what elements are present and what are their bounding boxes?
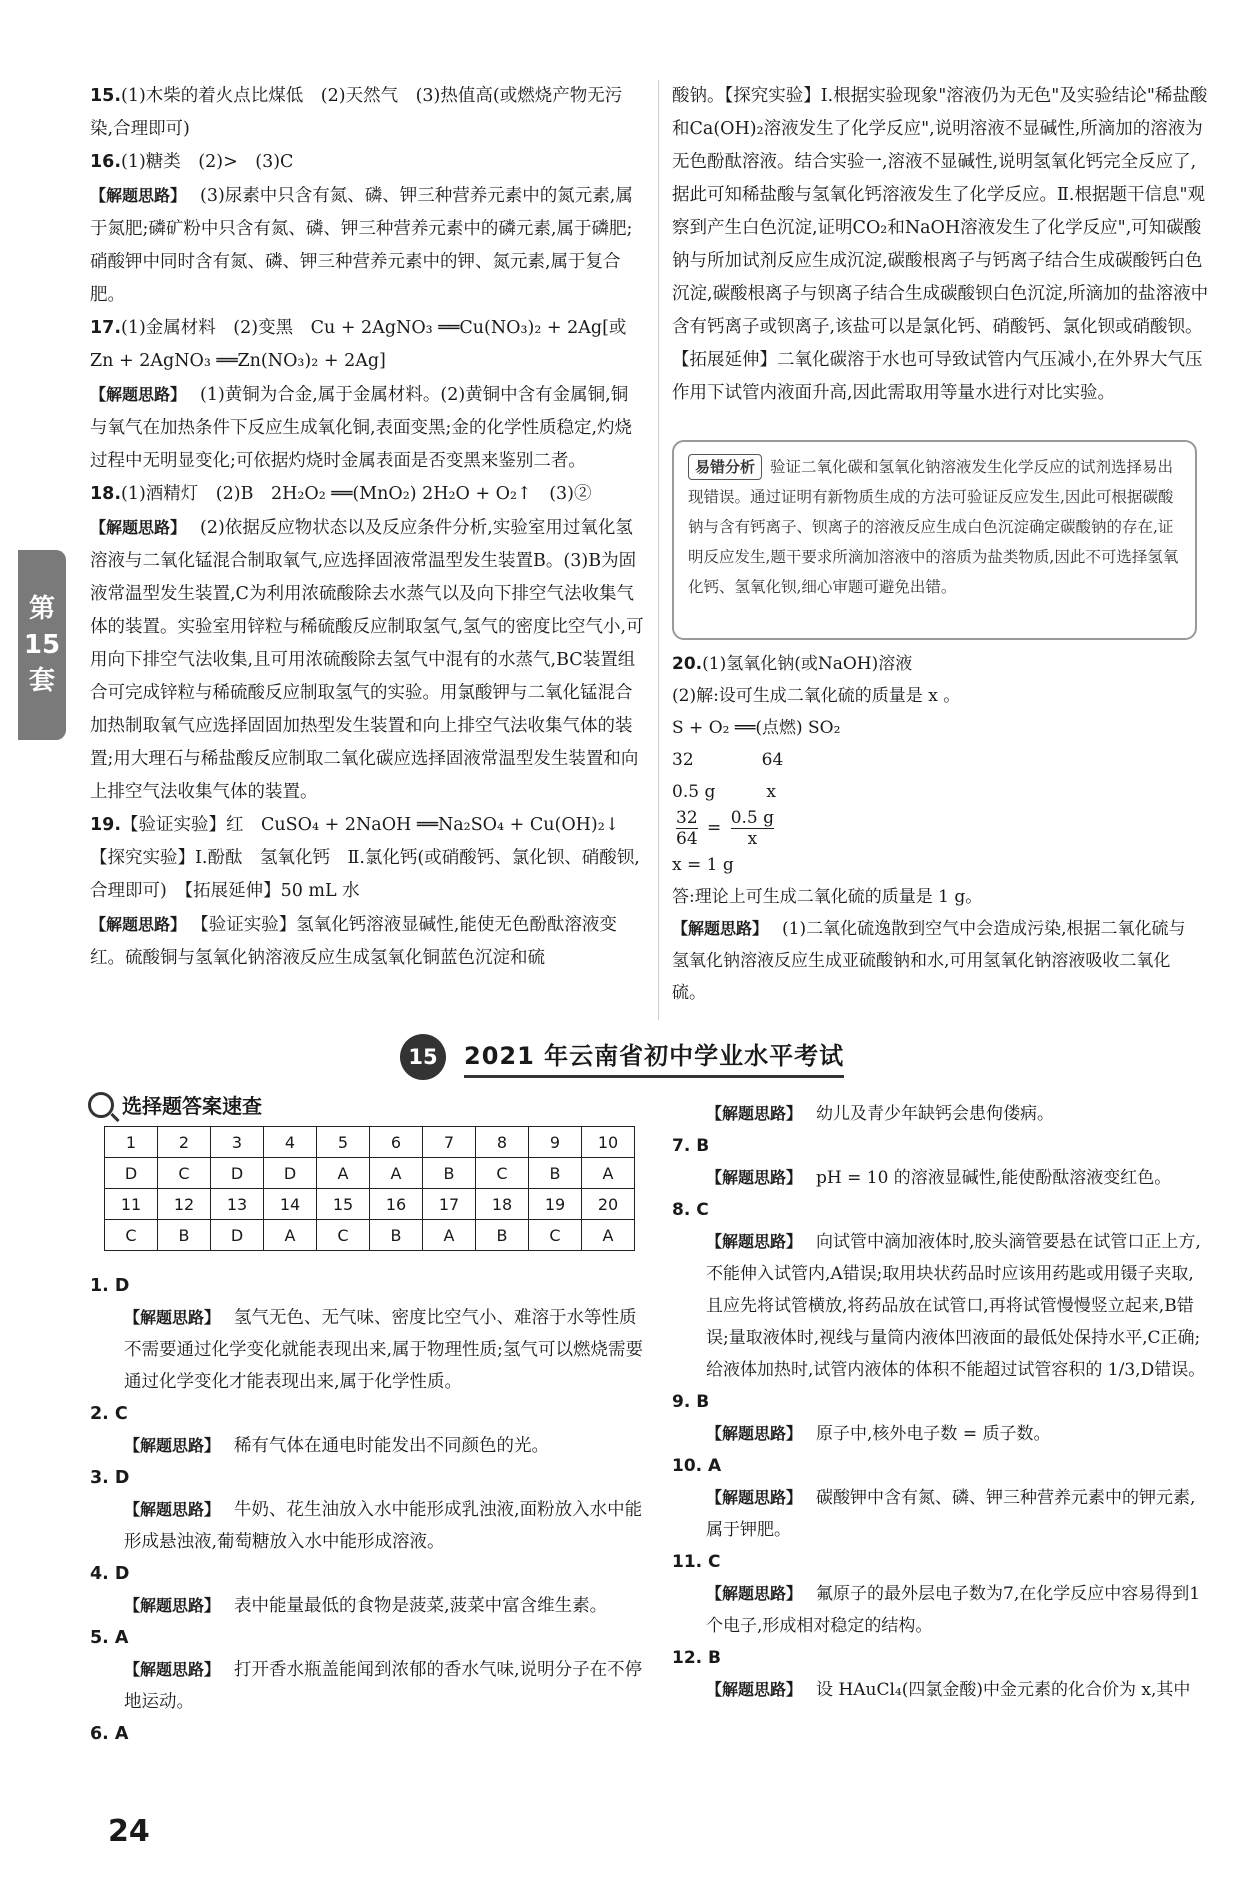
answer-table-row (105, 1220, 635, 1251)
left-column-top (90, 80, 645, 975)
solution-note: 【解题思路】 碳酸钾中含有氮、磷、钾三种营养元素中的钾元素,属于钾肥。 (706, 1488, 1196, 1540)
answer-cell: B (529, 1158, 582, 1189)
question-number-cell: 1 (105, 1127, 158, 1158)
right-column-bottom (672, 1098, 1207, 1706)
answer-item: 2. C (90, 1404, 128, 1424)
q20-part2: (2)解:设可生成二氧化硫的质量是 x 。 (672, 686, 961, 706)
error-analysis-box (672, 440, 1197, 640)
answer-item: 8. C (672, 1200, 709, 1220)
answer-cell: B (423, 1158, 476, 1189)
answer-check-heading: 选择题答案速查 (88, 1090, 262, 1119)
question-number-cell: 3 (211, 1127, 264, 1158)
solution-note: 【解题思路】 【验证实验】氢氧化钙溶液显碱性,能使无色酚酞溶液变红。硫酸铜与氢氧化钠溶液反应生成氢氧化铜蓝色沉淀和硫 (90, 915, 617, 968)
question-number-cell: 6 (370, 1127, 423, 1158)
answer-table (104, 1126, 635, 1251)
question-number-cell: 20 (582, 1189, 635, 1220)
answer-cell: C (158, 1158, 211, 1189)
question-number-cell: 19 (529, 1189, 582, 1220)
answer-table-row (105, 1189, 635, 1220)
question-number-cell: 18 (476, 1189, 529, 1220)
section-badge: 15 (400, 1034, 446, 1080)
q20-part1: (1)氢氧化钠(或NaOH)溶液 (702, 654, 913, 674)
q20-mass-given: 0.5 g x (672, 782, 776, 802)
solution-note: 【解题思路】 向试管中滴加液体时,胶头滴管要悬在试管口正上方,不能伸入试管内,A错误;取用块状药品时应该用药匙或用镊子夹取,且应先将试管横放,将药品放在试管口,再将试管慢慢竖立起来,B错误;量取液体时,视线与量筒内液体凹液面的最低处保持水平,C正确;给液体加热时,试管内液体的体积不能超过试管容积的 1/3,D错误。 (706, 1232, 1206, 1380)
answer-item: 16.(1)糖类 (2)> (3)C (90, 152, 294, 172)
answer-item: 1. D (90, 1276, 130, 1296)
answer-cell: A (582, 1220, 635, 1251)
q20-mass-ratio: 32 64 (672, 750, 784, 770)
solution-note: 【解题思路】 氢气无色、无气味、密度比空气小、难溶于水等性质不需要通过化学变化就能表现出来,属于物理性质;氢气可以燃烧需要通过化学变化才能表现出来,属于化学性质。 (124, 1308, 643, 1392)
solution-note: 【解题思路】 牛奶、花生油放入水中能形成乳浊液,面粉放入水中能形成悬浊液,葡萄糖放入水中能形成溶液。 (124, 1500, 643, 1552)
answer-cell: A (264, 1220, 317, 1251)
side-tab-char: 第 (28, 594, 55, 624)
answer-item: 10. A (672, 1456, 722, 1476)
solution-note: 【解题思路】 氟原子的最外层电子数为7,在化学反应中容易得到1个电子,形成相对稳定的结构。 (706, 1584, 1201, 1636)
answer-cell: A (582, 1158, 635, 1189)
q20-result: x = 1 g (672, 855, 734, 875)
question-number: 20. (672, 654, 703, 674)
answer-item: 3. D (90, 1468, 130, 1488)
solution-note: 【解题思路】 设 HAuCl₄(四氯金酸)中金元素的化合价为 x,其中 (706, 1680, 1191, 1700)
question-number-cell: 7 (423, 1127, 476, 1158)
error-analysis-text: 验证二氧化碳和氢氧化钠溶液发生化学反应的试剂选择易出现错误。通过证明有新物质生成的方法可验证反应发生,因此可根据碳酸钠与含有钙离子、钡离子的溶液反应生成白色沉淀确定碳酸钠的存在,证明反应发生,题干要求所滴加溶液中的溶质为盐类物质,因此不可选择氢氧化钙、氢氧化钡,细心审题可避免出错。 (688, 458, 1179, 596)
answer-cell: C (529, 1220, 582, 1251)
answer-cell: D (211, 1158, 264, 1189)
question-number-cell: 12 (158, 1189, 211, 1220)
answer-item: 15.(1)木柴的着火点比煤低 (2)天然气 (3)热值高(或燃烧产物无污染,合理即可) (90, 86, 623, 139)
solution-note: 【解题思路】 原子中,核外电子数 = 质子数。 (706, 1424, 1051, 1444)
answer-table-row (105, 1127, 635, 1158)
answer-item: 19.【验证实验】红 CuSO₄ + 2NaOH ══Na₂SO₄ + Cu(OH)₂↓ 【探究实验】Ⅰ.酚酞 氢氧化钙 Ⅱ.氯化钙(或硝酸钙、氯化钡、硝酸钡,合理即可) 【拓展延伸】50 mL 水 (90, 815, 640, 901)
answer-cell: D (264, 1158, 317, 1189)
question-number-cell: 17 (423, 1189, 476, 1220)
question-number-cell: 2 (158, 1127, 211, 1158)
question-number-cell: 11 (105, 1189, 158, 1220)
answer-item: 18.(1)酒精灯 (2)B 2H₂O₂ ══(MnO₂) 2H₂O + O₂↑ (3)② (90, 484, 592, 504)
answer-item: 4. D (90, 1564, 130, 1584)
answer-item: 17.(1)金属材料 (2)变黑 Cu + 2AgNO₃ ══Cu(NO₃)₂ + 2Ag[或Zn + 2AgNO₃ ══Zn(NO₃)₂ + 2Ag] (90, 318, 627, 371)
right-column-top (672, 80, 1212, 440)
q20-proportion: $\frac{32}{64}$ = $\frac{0.5 g}{x}$ (676, 808, 775, 849)
section-title: 2021 年云南省初中学业水平考试 (464, 1036, 844, 1078)
answer-cell: A (370, 1158, 423, 1189)
answer-cell: C (476, 1158, 529, 1189)
answer-cell: C (317, 1220, 370, 1251)
question-number-cell: 4 (264, 1127, 317, 1158)
answer-cell: B (476, 1220, 529, 1251)
chapter-side-tab (18, 550, 66, 740)
q20-equation: S + O₂ ══(点燃) SO₂ (672, 718, 841, 738)
question-number-cell: 9 (529, 1127, 582, 1158)
q20-answer: 答:理论上可生成二氧化硫的质量是 1 g。 (672, 887, 983, 907)
solution-note: 【解题思路】 稀有气体在通电时能发出不同颜色的光。 (124, 1436, 550, 1456)
side-tab-char: 套 (28, 666, 55, 696)
left-column-bottom (90, 1270, 645, 1750)
solution-note: 【解题思路】 (1)二氧化硫逸散到空气中会造成污染,根据二氧化硫与氢氧化钠溶液反应生成亚硫酸钠和水,可用氢氧化钠溶液吸收二氧化硫。 (672, 919, 1186, 1003)
solution-note: 【解题思路】 表中能量最低的食物是菠菜,菠菜中富含维生素。 (124, 1596, 608, 1616)
answer-item: 12. B (672, 1648, 721, 1668)
question-number-cell: 10 (582, 1127, 635, 1158)
answer-cell: A (317, 1158, 370, 1189)
answer-item: 5. A (90, 1628, 129, 1648)
question-20 (672, 648, 1202, 1009)
solution-note: 【解题思路】 (1)黄铜为合金,属于金属材料。(2)黄铜中含有金属铜,铜与氧气在加热条件下反应生成氧化铜,表面变黑;金的化学性质稳定,灼烧过程中无明显变化;可依据灼烧时金属表面是否变黑来鉴别二者。 (90, 385, 633, 471)
solution-note: 【解题思路】 (2)依据反应物状态以及反应条件分析,实验室用过氧化氢溶液与二氧化锰混合制取氧气,应选择固液常温型发生装置B。(3)B为固液常温型发生装置,C为利用浓硫酸除去水蒸气以及向下排空气法收集气体的装置。实验室用锌粒与稀硫酸反应制取氢气,氢气的密度比空气小,可用向下排空气法收集,且可用浓硫酸除去氢气中混有的水蒸气,BC装置组合可完成锌粒与稀硫酸反应制取氢气的实验。用氯酸钾与二氧化锰混合加热制取氧气应选择固固加热型发生装置和向上排空气法收集气体的装置;用大理石与稀盐酸反应制取二氧化碳应选择固液常温型发生装置和向上排空气法收集气体的装置。 (90, 518, 644, 802)
solution-note: 【解题思路】 幼儿及青少年缺钙会患佝偻病。 (706, 1104, 1055, 1124)
answer-item: 9. B (672, 1392, 710, 1412)
question-number-cell: 16 (370, 1189, 423, 1220)
answer-cell: C (105, 1220, 158, 1251)
page-number: 24 (108, 1814, 150, 1849)
error-analysis-title: 易错分析 (688, 454, 762, 480)
question-number-cell: 5 (317, 1127, 370, 1158)
answer-table-row (105, 1158, 635, 1189)
question-number-cell: 8 (476, 1127, 529, 1158)
solution-continued: 酸钠。【探究实验】Ⅰ.根据实验现象"溶液仍为无色"及实验结论"稀盐酸和Ca(OH)₂溶液发生了化学反应",说明溶液不显碱性,所滴加的溶液为无色酚酞溶液。结合实验一,溶液不显碱性,说明氢氧化钙完全反应了,据此可知稀盐酸与氢氧化钙溶液发生了化学反应。Ⅱ.根据题干信息"观察到产生白色沉淀,证明CO₂和NaOH溶液发生了化学反应",可知碳酸钠与所加试剂反应生成沉淀,碳酸根离子与钙离子结合生成碳酸钙白色沉淀,碳酸根离子与钡离子结合生成碳酸钡白色沉淀,所滴加的盐溶液中含有钙离子或钡离子,该盐可以是氯化钙、硝酸钙、氯化钡或硝酸钡。【拓展延伸】二氧化碳溶于水也可导致试管内气压减小,在外界大气压作用下试管内液面升高,因此需取用等量水进行对比实验。 (672, 86, 1209, 403)
answer-item: 11. C (672, 1552, 721, 1572)
question-number-cell: 13 (211, 1189, 264, 1220)
solution-note: 【解题思路】 打开香水瓶盖能闻到浓郁的香水气味,说明分子在不停地运动。 (124, 1660, 643, 1712)
question-number-cell: 14 (264, 1189, 317, 1220)
answer-cell: B (370, 1220, 423, 1251)
answer-item: 6. A (90, 1724, 129, 1744)
answer-item: 7. B (672, 1136, 710, 1156)
answer-cell: D (105, 1158, 158, 1189)
answer-cell: A (423, 1220, 476, 1251)
answer-cell: B (158, 1220, 211, 1251)
solution-note: 【解题思路】 pH = 10 的溶液显碱性,能使酚酞溶液变红色。 (706, 1168, 1172, 1188)
question-number-cell: 15 (317, 1189, 370, 1220)
solution-note: 【解题思路】 (3)尿素中只含有氮、磷、钾三种营养元素中的氮元素,属于氮肥;磷矿粉中只含有氮、磷、钾三种营养元素中的磷元素,属于磷肥;硝酸钾中同时含有氮、磷、钾三种营养元素中的钾、氮元素,属于复合肥。 (90, 186, 633, 305)
column-divider (658, 80, 659, 1020)
answer-cell: D (211, 1220, 264, 1251)
magnifier-icon (88, 1092, 114, 1118)
section-header (400, 1032, 1000, 1082)
side-tab-char: 15 (23, 630, 61, 660)
